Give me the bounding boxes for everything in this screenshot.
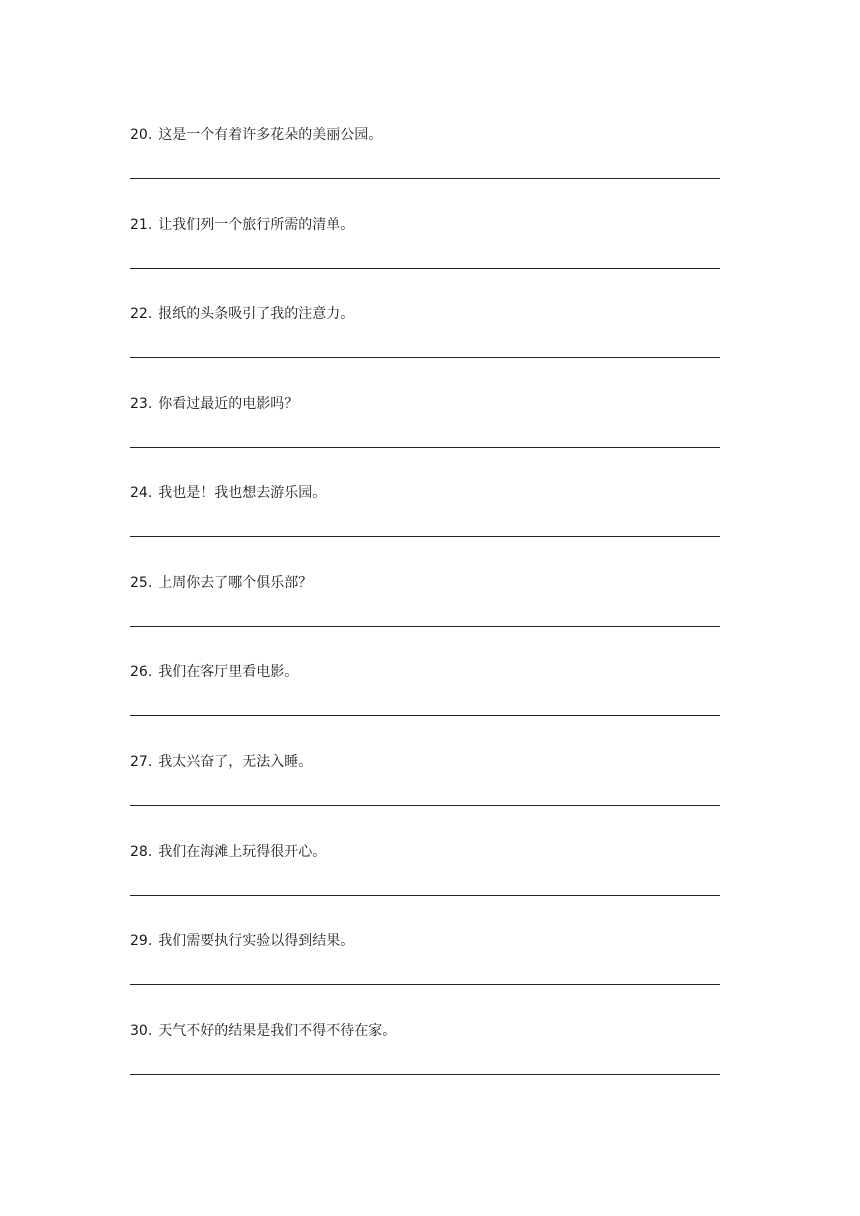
answer-line[interactable] xyxy=(130,715,720,716)
question-item-30 xyxy=(130,1022,720,1082)
question-item-26 xyxy=(130,663,720,723)
question-text xyxy=(130,843,326,861)
question-item-28 xyxy=(130,843,720,903)
question-text xyxy=(130,216,354,234)
question-item-24 xyxy=(130,484,720,544)
question-text xyxy=(130,753,312,771)
question-number: 24. xyxy=(130,485,153,501)
answer-line[interactable] xyxy=(130,984,720,985)
question-number: 26. xyxy=(130,664,153,680)
answer-line[interactable] xyxy=(130,447,720,448)
question-sentence: 上周你去了哪个俱乐部？ xyxy=(158,575,313,591)
question-number: 23. xyxy=(130,396,153,412)
question-item-25 xyxy=(130,574,720,634)
question-sentence: 我们在客厅里看电影。 xyxy=(158,664,299,680)
question-text xyxy=(130,484,326,502)
question-item-22 xyxy=(130,305,720,365)
question-number: 29. xyxy=(130,933,153,949)
question-text xyxy=(130,932,354,950)
answer-line[interactable] xyxy=(130,805,720,806)
question-item-21 xyxy=(130,216,720,276)
answer-line[interactable] xyxy=(130,268,720,269)
question-number: 25. xyxy=(130,575,153,591)
question-item-20 xyxy=(130,126,720,186)
question-sentence: 我太兴奋了，无法入睡。 xyxy=(158,754,313,770)
answer-line[interactable] xyxy=(130,178,720,179)
question-text xyxy=(130,395,298,413)
question-number: 20. xyxy=(130,127,153,143)
question-text xyxy=(130,663,298,681)
question-sentence: 报纸的头条吸引了我的注意力。 xyxy=(158,306,355,322)
question-sentence: 我们在海滩上玩得很开心。 xyxy=(158,844,327,860)
question-sentence: 让我们列一个旅行所需的清单。 xyxy=(158,217,355,233)
question-number: 27. xyxy=(130,754,153,770)
question-number: 30. xyxy=(130,1023,153,1039)
question-item-23 xyxy=(130,395,720,455)
question-sentence: 我也是！我也想去游乐园。 xyxy=(158,485,327,501)
question-text xyxy=(130,574,312,592)
question-text xyxy=(130,1022,396,1040)
answer-line[interactable] xyxy=(130,1074,720,1075)
question-sentence: 你看过最近的电影吗？ xyxy=(158,396,299,412)
question-sentence: 这是一个有着许多花朵的美丽公园。 xyxy=(158,127,383,143)
answer-line[interactable] xyxy=(130,357,720,358)
question-item-27 xyxy=(130,753,720,813)
question-text xyxy=(130,126,382,144)
answer-line[interactable] xyxy=(130,895,720,896)
question-sentence: 我们需要执行实验以得到结果。 xyxy=(158,933,355,949)
question-item-29 xyxy=(130,932,720,992)
question-number: 21. xyxy=(130,217,153,233)
answer-line[interactable] xyxy=(130,626,720,627)
question-sentence: 天气不好的结果是我们不得不待在家。 xyxy=(158,1023,397,1039)
question-number: 22. xyxy=(130,306,153,322)
question-number: 28. xyxy=(130,844,153,860)
question-text xyxy=(130,305,354,323)
answer-line[interactable] xyxy=(130,536,720,537)
